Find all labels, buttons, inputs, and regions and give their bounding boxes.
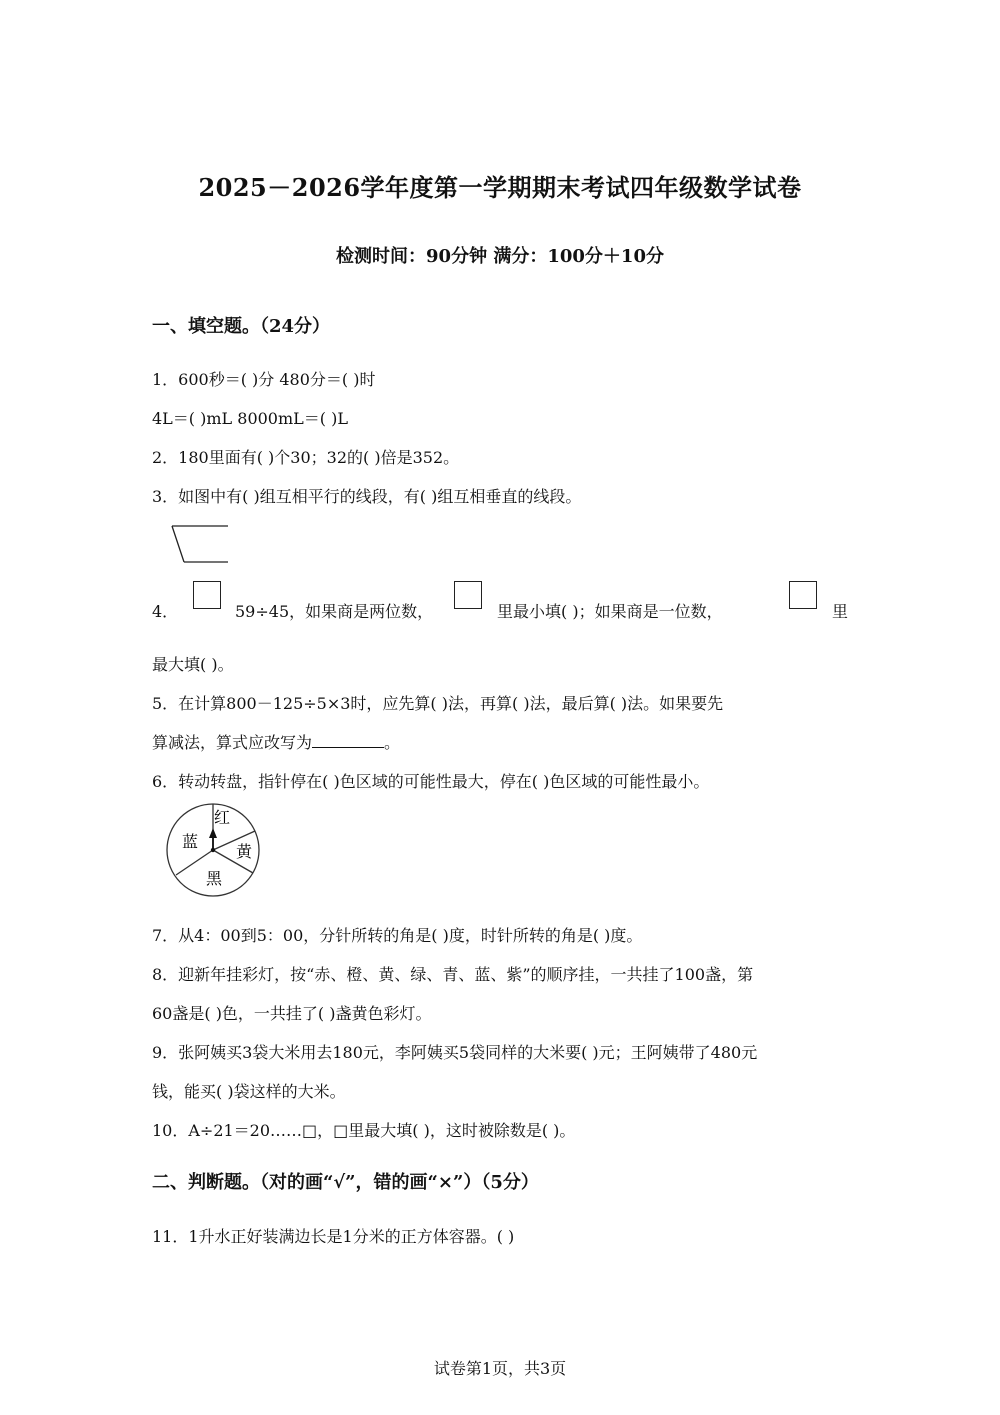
question-8-line-1: 8．迎新年挂彩灯，按“赤、橙、黄、绿、青、蓝、紫”的顺序挂，一共挂了100盏，第 — [152, 965, 754, 984]
question-4-number: 4． — [152, 602, 179, 621]
question-10: 10．A÷21＝20……□，□里最大填( )，这时被除数是( )。 — [152, 1121, 576, 1140]
answer-blank — [312, 733, 384, 748]
answer-box — [454, 581, 482, 609]
page-title: 2025－2026学年度第一学期期末考试四年级数学试卷 — [198, 173, 802, 202]
question-8-line-2: 60盏是( )色，一共挂了( )盏黄色彩灯。 — [152, 1004, 432, 1023]
question-1-line-2: 4L＝( )mL 8000mL＝( )L — [152, 409, 348, 428]
page-footer: 试卷第1页，共3页 — [433, 1359, 567, 1378]
exam-info: 检测时间：90分钟 满分：100分＋10分 — [336, 246, 664, 267]
question-9-line-2: 钱，能买( )袋这样的大米。 — [152, 1082, 346, 1101]
question-4-text-3: 里 — [832, 602, 849, 621]
section-2-heading: 二、判断题。（对的画“√”，错的画“×”）（5分） — [152, 1172, 539, 1193]
question-9-line-1: 9．张阿姨买3袋大米用去180元，李阿姨买5袋同样的大米要( )元；王阿姨带了480元 — [152, 1043, 758, 1062]
spinner-figure — [162, 802, 266, 898]
question-11: 11．1升水正好装满边长是1分米的正方体容器。( ) — [152, 1227, 515, 1246]
question-5-suffix: 。 — [384, 733, 401, 752]
question-5-line-1: 5．在计算800－125÷5×3时，应先算( )法，再算( )法，最后算( )法。如果要先 — [152, 694, 724, 713]
spinner-label-blue: 蓝 — [182, 832, 199, 851]
trapezoid-figure — [168, 520, 234, 568]
spinner-label-black: 黑 — [206, 869, 223, 888]
question-4-text-2: 里最小填( )；如果商是一位数， — [497, 602, 723, 621]
spinner-label-yellow: 黄 — [236, 842, 253, 861]
answer-box — [193, 581, 221, 609]
section-1-heading: 一、填空题。（24分） — [152, 316, 331, 337]
question-6: 6．转动转盘，指针停在( )色区域的可能性最大，停在( )色区域的可能性最小。 — [152, 772, 710, 791]
question-3: 3．如图中有( )组互相平行的线段，有( )组互相垂直的线段。 — [152, 487, 582, 506]
question-4-text-1: 59÷45，如果商是两位数， — [235, 602, 434, 621]
question-7: 7．从4：00到5：00，分针所转的角是( )度，时针所转的角是( )度。 — [152, 926, 643, 945]
spinner-label-red: 红 — [214, 808, 231, 827]
question-1-line-1: 1．600秒＝( )分 480分＝( )时 — [152, 370, 376, 389]
question-2: 2．180里面有( )个30；32的( )倍是352。 — [152, 448, 460, 467]
answer-box — [789, 581, 817, 609]
question-5-line-2 — [152, 730, 400, 753]
question-5-prefix: 算减法，算式应改写为 — [152, 733, 313, 752]
question-4-text-4: 最大填( )。 — [152, 655, 234, 674]
